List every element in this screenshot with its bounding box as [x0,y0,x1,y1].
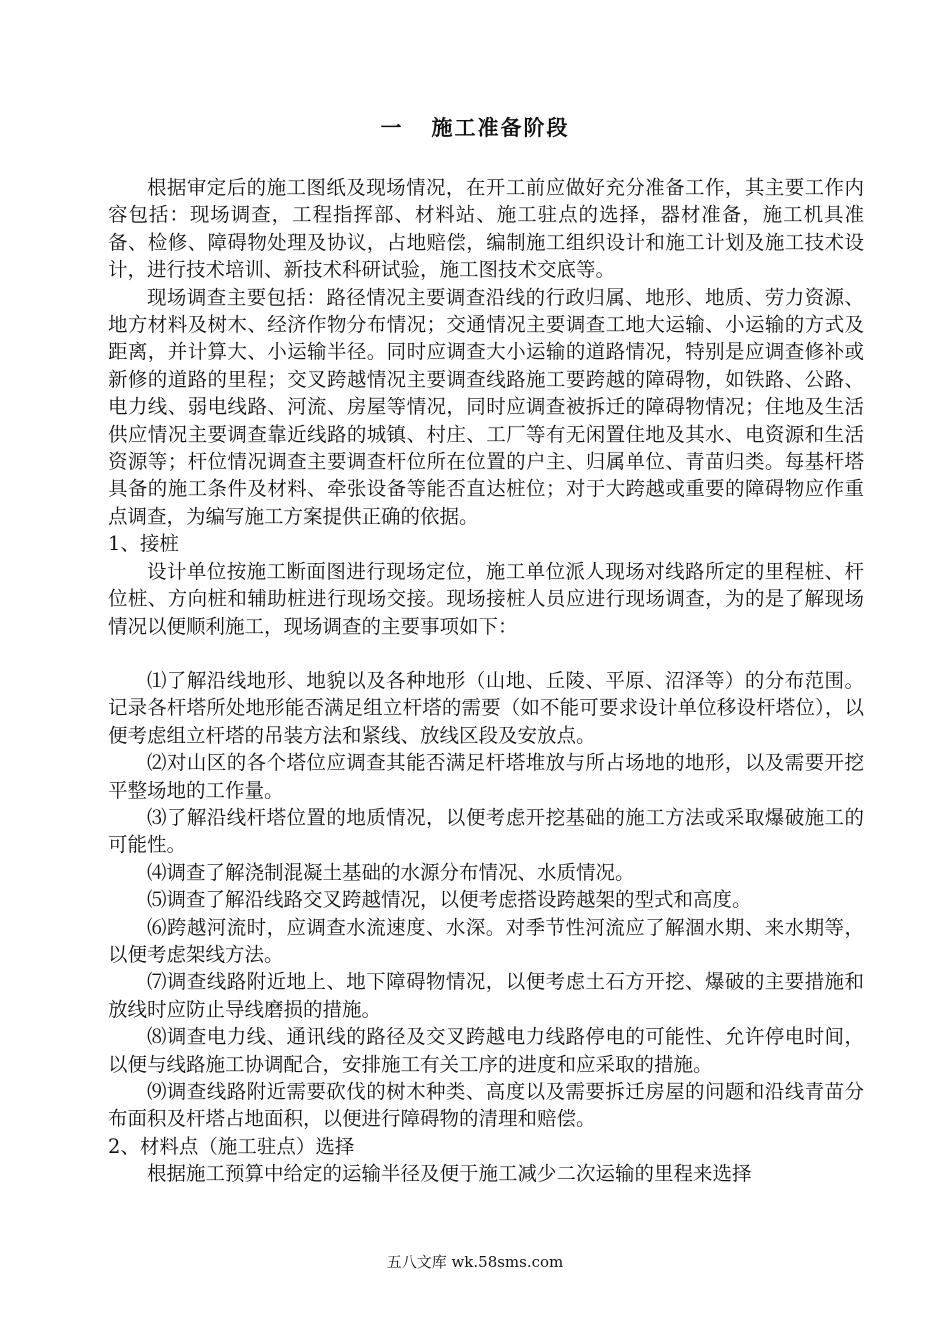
section-2-paragraph: 根据施工预算中给定的运输半径及便于施工减少二次运输的里程来选择 [147,1162,752,1186]
section-1-heading: 1、接桩 [108,532,179,556]
list-item: ⑺调查线路附近地上、地下障碍物情况，以便考虑土石方开挖、爆破的主要措施和放线时应防止导线磨损的措施。 [108,970,864,1021]
list-item: ⑼调查线路附近需要砍伐的树木种类、高度以及需要拆迁房屋的问题和沿线青苗分布面积及杆塔占地面积，以便进行障碍物的清理和赔偿。 [108,1080,864,1131]
list-item: ⑸调查了解沿线路交叉跨越情况，以便考虑搭设跨越架的型式和高度。 [147,888,752,912]
list-item: ⑹跨越河流时，应调查水流速度、水深。对季节性河流应了解涸水期、来水期等，以便考虑架线方法。 [108,915,864,966]
section-1-paragraph: 设计单位按施工断面图进行现场定位，施工单位派人现场对线路所定的里程桩、杆位桩、方向桩和辅助桩进行现场交接。现场接桩人员应进行现场调查，为的是了解现场情况以便顺利施工，现场调查的主要事项如下： [108,559,864,638]
page-footer: 五八文库 wk.58sms.com [386,1253,564,1271]
document-body [108,174,864,1188]
intro-paragraph: 根据审定后的施工图纸及现场情况，在开工前应做好充分准备工作，其主要工作内容包括：现场调查，工程指挥部、材料站、施工驻点的选择，器材准备，施工机具准备、检修、障碍物处理及协议，占地赔偿，编制施工组织设计和施工计划及施工技术设计，进行技术培训、新技术科研试验，施工图技术交底等。 [108,176,864,282]
survey-paragraph: 现场调查主要包括：路径情况主要调查沿线的行政归属、地形、地质、劳力资源、地方材料及树木、经济作物分布情况；交通情况主要调查工地大运输、小运输的方式及距离，并计算大、小运输半径。同时应调查大小运输的道路情况，特别是应调查修补或新修的道路的里程；交叉跨越情况主要调查线路施工要跨越的障碍物，如铁路、公路、电力线、弱电线路、河流、房屋等情况，同时应调查被拆迁的障碍物情况；住地及生活供应情况主要调查靠近线路的城镇、村庄、工厂等有无闲置住地及其水、电资源和生活资源等；杆位情况调查主要调查杆位所在位置的户主、归属单位、青苗归类。每基杆塔具备的施工条件及材料、牵张设备等能否直达桩位；对于大跨越或重要的障碍物应作重点调查，为编写施工方案提供正确的依据。 [108,285,864,528]
list-item: ⑶了解沿线杆塔位置的地质情况，以便考虑开挖基础的施工方法或采取爆破施工的可能性。 [108,805,864,857]
title-number: 一 [380,116,404,140]
list-item: ⑴了解沿线地形、地貌以及各种地形（山地、丘陵、平原、沼泽等）的分布范围。记录各杆塔所处地形能否满足组立杆塔的需要（如不能可要求设计单位移设杆塔位），以便考虑组立杆塔的吊装方法和紧线、放线区段及安放点。 [108,668,864,747]
page-title [0,112,950,142]
title-text: 施工准备阶段 [431,116,570,140]
section-2-heading: 2、材料点（施工驻点）选择 [108,1134,355,1158]
blank-line [108,640,864,667]
list-item: ⑻调查电力线、通讯线的路径及交叉跨越电力线路停电的可能性、允许停电时间，以便与线路施工协调配合，安排施工有关工序的进度和应采取的措施。 [108,1025,864,1076]
list-item: ⑷调查了解浇制混凝土基础的水源分布情况、水质情况。 [147,860,635,884]
list-item: ⑵对山区的各个塔位应调查其能否满足杆塔堆放与所占场地的地形，以及需要开挖平整场地的工作量。 [108,751,864,802]
